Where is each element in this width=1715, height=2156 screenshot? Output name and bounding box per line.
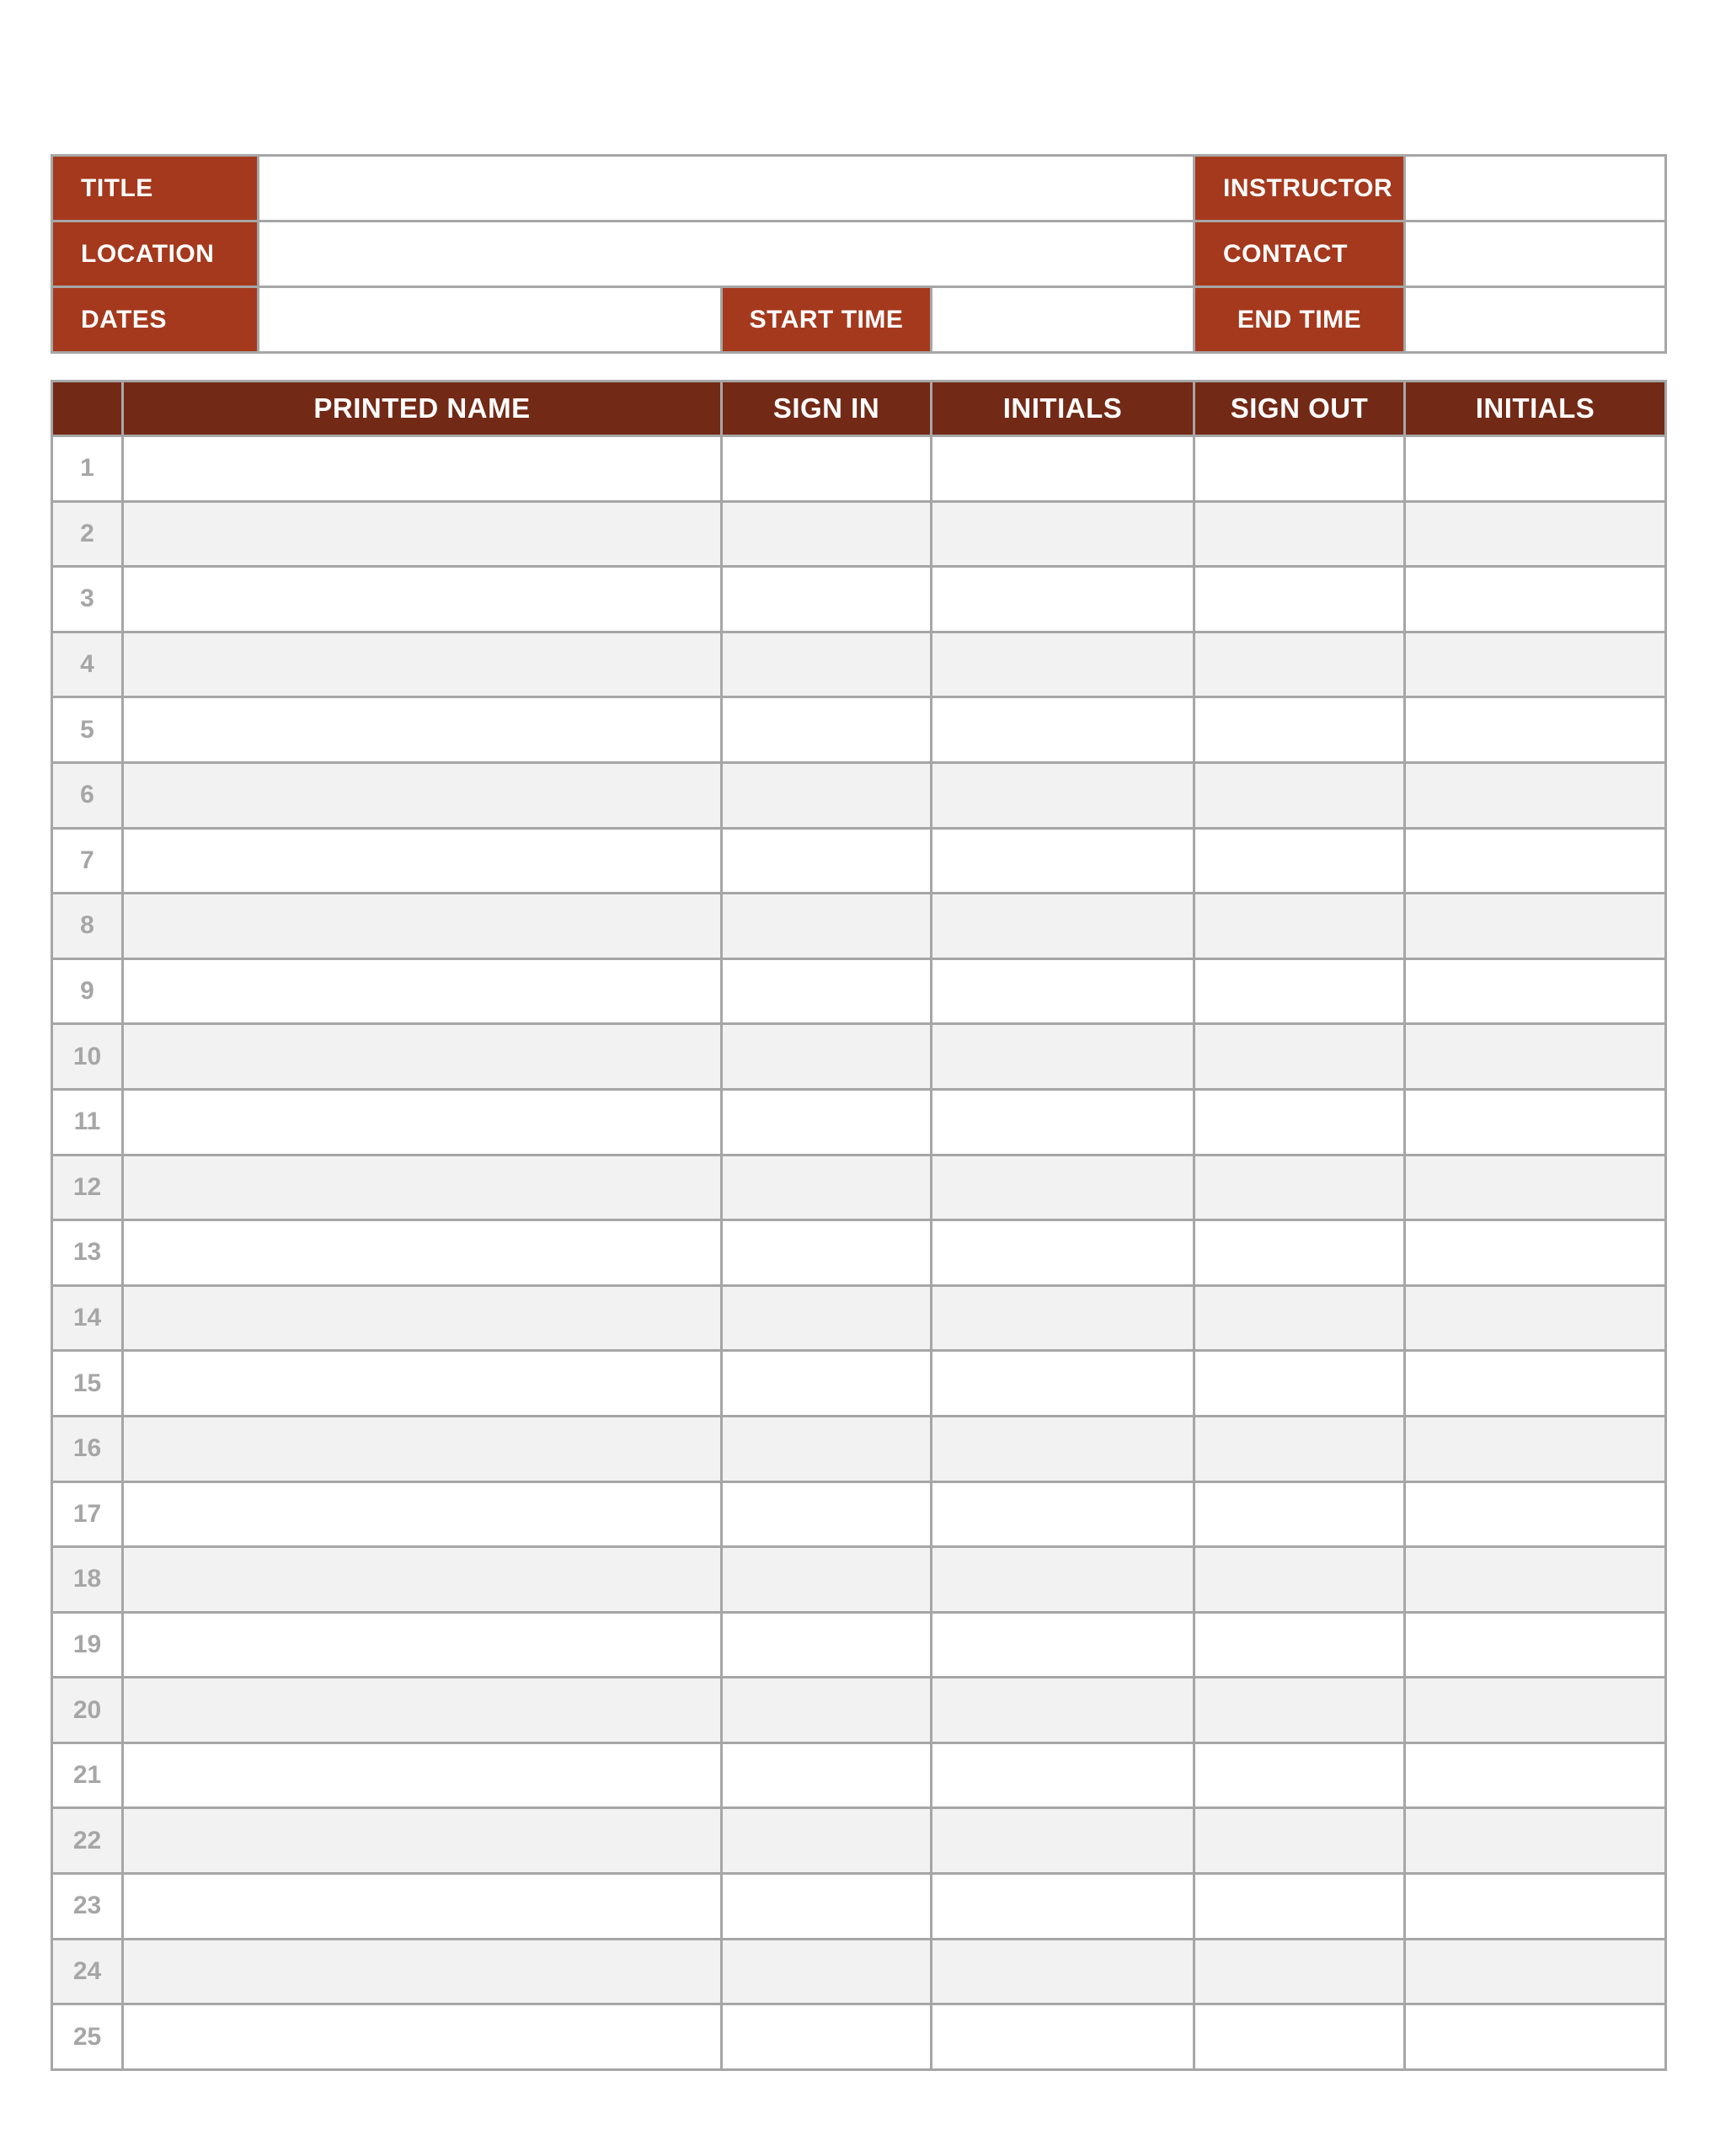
row-number: 5 [52,697,123,763]
initials-in-cell[interactable] [932,2004,1194,2070]
table-row [52,1481,1666,1547]
printed-name-cell[interactable] [123,1612,722,1678]
end-time-label: END TIME [1194,287,1405,353]
initials-in-cell[interactable] [932,697,1194,763]
table-row [52,697,1666,763]
printed-name-cell[interactable] [123,828,722,894]
initials-in-cell[interactable] [932,1612,1194,1678]
table-row [52,1351,1666,1417]
printed-name-cell[interactable] [123,958,722,1024]
initials-out-cell[interactable] [1405,1351,1666,1417]
sign-in-cell[interactable] [722,1481,932,1547]
initials-out-cell[interactable] [1405,762,1666,828]
initials-in-cell[interactable] [932,1089,1194,1155]
row-number: 12 [52,1155,123,1220]
sign-in-cell[interactable] [722,828,932,894]
column-header-initials-out: INITIALS [1405,382,1666,436]
row-number: 22 [52,1808,123,1874]
printed-name-cell[interactable] [123,1874,722,1940]
row-number: 14 [52,1285,123,1351]
initials-out-cell[interactable] [1405,958,1666,1024]
initials-out-cell[interactable] [1405,1742,1666,1808]
initials-out-cell[interactable] [1405,1285,1666,1351]
initials-in-cell[interactable] [932,1808,1194,1874]
initials-in-cell[interactable] [932,1939,1194,2004]
sign-out-cell[interactable] [1194,1155,1405,1220]
column-header-number [52,382,123,436]
initials-in-cell[interactable] [932,1742,1194,1808]
info-row-dates [52,287,1666,353]
initials-out-cell[interactable] [1405,1089,1666,1155]
initials-out-cell[interactable] [1405,1220,1666,1286]
initials-in-cell[interactable] [932,1285,1194,1351]
title-label: TITLE [52,156,259,221]
initials-in-cell[interactable] [932,828,1194,894]
table-row [52,2004,1666,2070]
sign-out-cell[interactable] [1194,1808,1405,1874]
sign-in-cell[interactable] [722,697,932,763]
sign-out-cell[interactable] [1194,1939,1405,2004]
table-row [52,1024,1666,1090]
initials-in-cell[interactable] [932,762,1194,828]
initials-out-cell[interactable] [1405,828,1666,894]
sign-in-cell[interactable] [722,632,932,697]
table-row [52,1220,1666,1286]
initials-in-cell[interactable] [932,1874,1194,1940]
info-row-title [52,156,1666,221]
table-row [52,1678,1666,1743]
row-number: 21 [52,1742,123,1808]
row-number: 3 [52,567,123,632]
row-number: 4 [52,632,123,697]
printed-name-cell[interactable] [123,1742,722,1808]
dates-label: DATES [52,287,259,353]
table-row [52,958,1666,1024]
attendance-log-table [51,380,1667,2071]
row-number: 17 [52,1481,123,1547]
row-number: 25 [52,2004,123,2070]
table-row [52,567,1666,632]
initials-out-cell[interactable] [1405,1808,1666,1874]
initials-out-cell[interactable] [1405,1612,1666,1678]
sign-out-cell[interactable] [1194,697,1405,763]
sign-in-cell[interactable] [722,1089,932,1155]
printed-name-cell[interactable] [123,1024,722,1090]
sign-out-cell[interactable] [1194,828,1405,894]
dates-field[interactable] [259,287,722,353]
printed-name-cell[interactable] [123,697,722,763]
column-header-printed-name: PRINTED NAME [123,382,722,436]
sign-in-cell[interactable] [722,958,932,1024]
printed-name-cell[interactable] [123,1678,722,1743]
initials-out-cell[interactable] [1405,436,1666,502]
table-row [52,501,1666,567]
initials-in-cell[interactable] [932,1678,1194,1743]
row-number: 2 [52,501,123,567]
sign-out-cell[interactable] [1194,1547,1405,1613]
table-row [52,632,1666,697]
initials-in-cell[interactable] [932,1024,1194,1090]
initials-in-cell[interactable] [932,567,1194,632]
sign-in-cell[interactable] [722,1416,932,1481]
sign-in-cell[interactable] [722,1742,932,1808]
row-number: 16 [52,1416,123,1481]
row-number: 7 [52,828,123,894]
initials-in-cell[interactable] [932,1547,1194,1613]
printed-name-cell[interactable] [123,1416,722,1481]
table-row [52,1155,1666,1220]
printed-name-cell[interactable] [123,501,722,567]
initials-out-cell[interactable] [1405,1547,1666,1613]
initials-in-cell[interactable] [932,1155,1194,1220]
row-number: 1 [52,436,123,502]
initials-out-cell[interactable] [1405,567,1666,632]
sign-in-cell[interactable] [722,501,932,567]
initials-out-cell[interactable] [1405,501,1666,567]
location-label: LOCATION [52,221,259,287]
row-number: 15 [52,1351,123,1417]
sign-in-cell[interactable] [722,1678,932,1743]
printed-name-cell[interactable] [123,762,722,828]
printed-name-cell[interactable] [123,632,722,697]
table-row [52,1547,1666,1613]
table-row [52,1808,1666,1874]
sign-in-cell[interactable] [722,1939,932,2004]
initials-in-cell[interactable] [932,1481,1194,1547]
table-row [52,1416,1666,1481]
table-row [52,762,1666,828]
row-number: 19 [52,1612,123,1678]
row-number: 18 [52,1547,123,1613]
sign-out-cell[interactable] [1194,1416,1405,1481]
printed-name-cell[interactable] [123,1351,722,1417]
sign-out-cell[interactable] [1194,1351,1405,1417]
initials-in-cell[interactable] [932,1351,1194,1417]
printed-name-cell[interactable] [123,1939,722,2004]
sign-in-cell[interactable] [722,762,932,828]
row-number: 11 [52,1089,123,1155]
initials-out-cell[interactable] [1405,1024,1666,1090]
initials-out-cell[interactable] [1405,632,1666,697]
location-field[interactable] [259,221,1194,287]
column-header-sign-out: SIGN OUT [1194,382,1405,436]
table-row [52,1089,1666,1155]
initials-in-cell[interactable] [932,436,1194,502]
row-number: 24 [52,1939,123,2004]
table-row [52,1874,1666,1940]
info-row-location [52,221,1666,287]
contact-field[interactable] [1405,221,1666,287]
sign-out-cell[interactable] [1194,1612,1405,1678]
sign-out-cell[interactable] [1194,1024,1405,1090]
column-header-initials-in: INITIALS [932,382,1194,436]
initials-out-cell[interactable] [1405,894,1666,959]
table-row [52,894,1666,959]
sign-in-cell[interactable] [722,1024,932,1090]
initials-out-cell[interactable] [1405,1155,1666,1220]
sign-in-cell[interactable] [722,2004,932,2070]
initials-out-cell[interactable] [1405,2004,1666,2070]
row-number: 8 [52,894,123,959]
initials-out-cell[interactable] [1405,1481,1666,1547]
sign-out-cell[interactable] [1194,567,1405,632]
printed-name-cell[interactable] [123,1155,722,1220]
sign-out-cell[interactable] [1194,1220,1405,1286]
sign-in-cell[interactable] [722,436,932,502]
printed-name-cell[interactable] [123,894,722,959]
initials-in-cell[interactable] [932,501,1194,567]
sign-out-cell[interactable] [1194,894,1405,959]
sign-out-cell[interactable] [1194,2004,1405,2070]
sign-in-cell[interactable] [722,894,932,959]
sign-out-cell[interactable] [1194,632,1405,697]
row-number: 10 [52,1024,123,1090]
sign-in-cell[interactable] [722,1351,932,1417]
row-number: 9 [52,958,123,1024]
sign-in-cell[interactable] [722,1220,932,1286]
sign-in-cell[interactable] [722,1874,932,1940]
contact-label: CONTACT [1194,221,1405,287]
initials-out-cell[interactable] [1405,1416,1666,1481]
start-time-field[interactable] [932,287,1194,353]
sign-out-cell[interactable] [1194,436,1405,502]
initials-out-cell[interactable] [1405,1678,1666,1743]
table-row [52,1939,1666,2004]
printed-name-cell[interactable] [123,1481,722,1547]
sign-in-cell[interactable] [722,567,932,632]
event-info-table [51,154,1667,354]
log-header-row [52,382,1666,436]
initials-out-cell[interactable] [1405,1874,1666,1940]
printed-name-cell[interactable] [123,1285,722,1351]
sign-out-cell[interactable] [1194,1874,1405,1940]
log-body [52,436,1666,2070]
title-field[interactable] [259,156,1194,221]
row-number: 13 [52,1220,123,1286]
table-row [52,1612,1666,1678]
initials-in-cell[interactable] [932,894,1194,959]
sign-out-cell[interactable] [1194,1678,1405,1743]
sign-in-cell[interactable] [722,1547,932,1613]
printed-name-cell[interactable] [123,567,722,632]
instructor-label: INSTRUCTOR [1194,156,1405,221]
table-row [52,436,1666,502]
instructor-field[interactable] [1405,156,1666,221]
sign-out-cell[interactable] [1194,501,1405,567]
sign-in-cell[interactable] [722,1612,932,1678]
sign-out-cell[interactable] [1194,1742,1405,1808]
start-time-label: START TIME [722,287,932,353]
table-row [52,828,1666,894]
sign-out-cell[interactable] [1194,1481,1405,1547]
printed-name-cell[interactable] [123,1089,722,1155]
sign-in-cell[interactable] [722,1155,932,1220]
row-number: 6 [52,762,123,828]
sign-out-cell[interactable] [1194,762,1405,828]
initials-in-cell[interactable] [932,632,1194,697]
column-header-sign-in: SIGN IN [722,382,932,436]
printed-name-cell[interactable] [123,1220,722,1286]
end-time-field[interactable] [1405,287,1666,353]
row-number: 23 [52,1874,123,1940]
printed-name-cell[interactable] [123,1808,722,1874]
sign-in-cell[interactable] [722,1808,932,1874]
initials-out-cell[interactable] [1405,697,1666,763]
sign-out-cell[interactable] [1194,1285,1405,1351]
printed-name-cell[interactable] [123,436,722,502]
sign-out-cell[interactable] [1194,958,1405,1024]
table-row [52,1742,1666,1808]
printed-name-cell[interactable] [123,2004,722,2070]
initials-in-cell[interactable] [932,958,1194,1024]
printed-name-cell[interactable] [123,1547,722,1613]
initials-in-cell[interactable] [932,1416,1194,1481]
row-number: 20 [52,1678,123,1743]
sign-in-cell[interactable] [722,1285,932,1351]
table-row [52,1285,1666,1351]
initials-in-cell[interactable] [932,1220,1194,1286]
initials-out-cell[interactable] [1405,1939,1666,2004]
sign-out-cell[interactable] [1194,1089,1405,1155]
